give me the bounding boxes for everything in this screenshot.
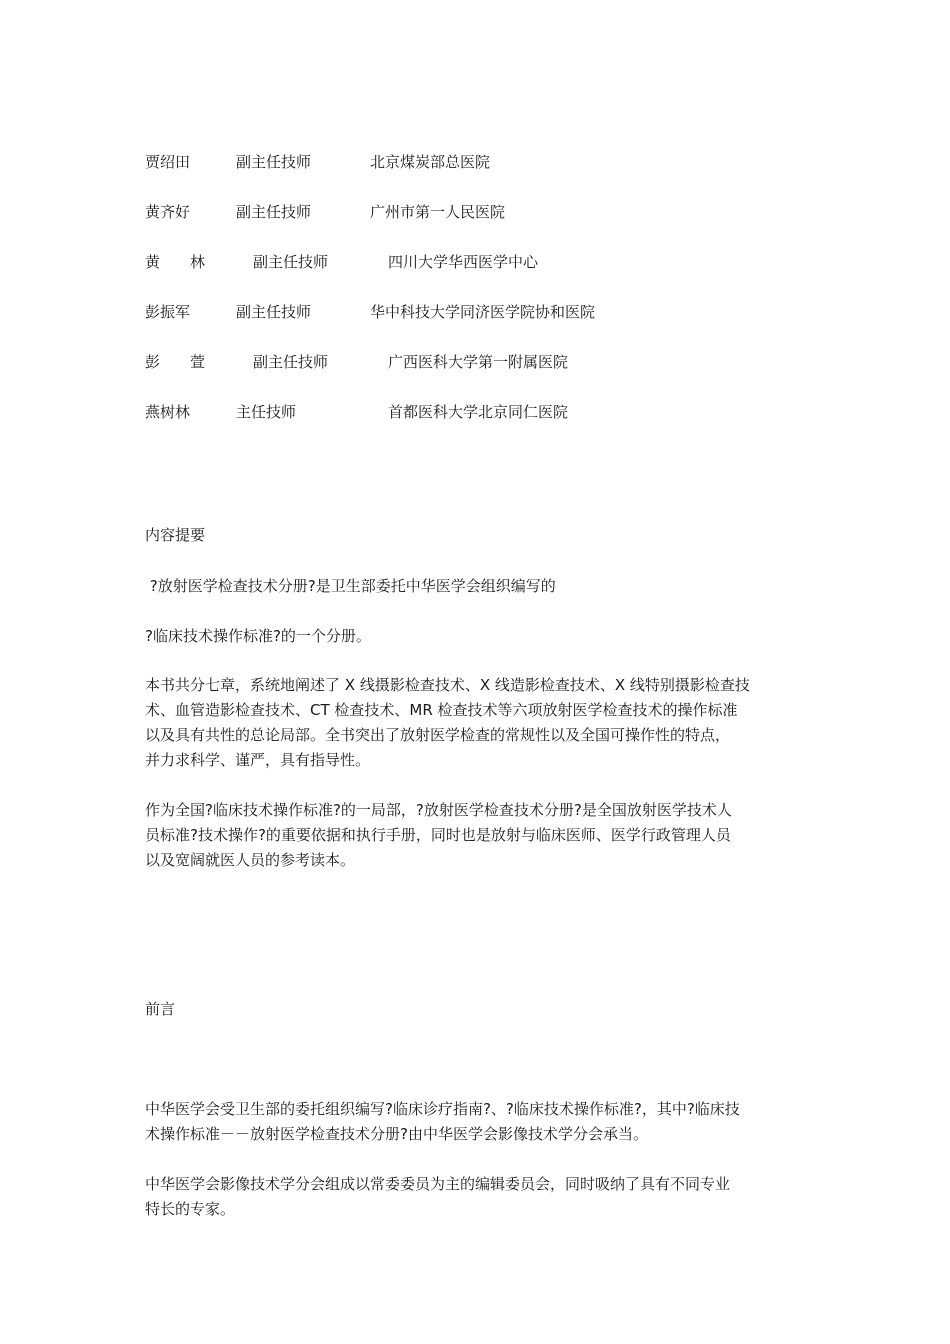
contributor-title: 副主任技师 bbox=[253, 253, 329, 271]
contributor-org: 广州市第一人民医院 bbox=[370, 203, 506, 221]
summary-line: ?放射医学检查技术分册?是卫生部委托中华医学会组织编写的 bbox=[145, 577, 556, 595]
summary-paragraph bbox=[145, 798, 809, 873]
contributor-row bbox=[145, 351, 569, 373]
contributor-org: 广西医科大学第一附属医院 bbox=[388, 353, 569, 371]
contributor-row bbox=[145, 401, 569, 423]
contributor-title: 副主任技师 bbox=[236, 303, 312, 321]
contributor-title: 主任技师 bbox=[236, 403, 297, 421]
paragraph-line: 术操作标准－－放射医学检查技术分册?由中华医学会影像技术学分会承当。 bbox=[145, 1125, 648, 1143]
contributor-name: 彭振军 bbox=[145, 303, 191, 321]
preface-heading: 前言 bbox=[145, 1000, 176, 1018]
contributor-row bbox=[145, 301, 596, 323]
paragraph-line: 员标准?技术操作?的重要依据和执行手册，同时也是放射与临床医师、医学行政管理人员 bbox=[145, 826, 731, 844]
contributor-row bbox=[145, 251, 539, 273]
contributor-org: 四川大学华西医学中心 bbox=[388, 253, 539, 271]
summary-line: ?临床技术操作标准?的一个分册。 bbox=[145, 627, 371, 645]
contributor-org: 华中科技大学同济医学院协和医院 bbox=[370, 303, 596, 321]
paragraph-line: 并力求科学、谨严，具有指导性。 bbox=[145, 751, 371, 769]
contributor-name: 黄 林 bbox=[145, 253, 206, 271]
contributor-row bbox=[145, 151, 491, 173]
preface-paragraph bbox=[145, 1097, 809, 1147]
contributor-title: 副主任技师 bbox=[253, 353, 329, 371]
paragraph-line: 特长的专家。 bbox=[145, 1200, 236, 1218]
contributor-name: 黄齐好 bbox=[145, 203, 191, 221]
contributor-name: 彭 萱 bbox=[145, 353, 206, 371]
contributor-org: 北京煤炭部总医院 bbox=[370, 153, 491, 171]
summary-paragraph bbox=[145, 673, 809, 773]
contributor-title: 副主任技师 bbox=[236, 153, 312, 171]
paragraph-line: 以及具有共性的总论局部。全书突出了放射医学检查的常规性以及全国可操作性的特点， bbox=[145, 726, 731, 744]
paragraph-line: 作为全国?临床技术操作标准?的一局部，?放射医学检查技术分册?是全国放射医学技术人 bbox=[145, 801, 732, 819]
paragraph-line: 中华医学会受卫生部的委托组织编写?临床诊疗指南?、?临床技术操作标准?，其中?临床技 bbox=[145, 1100, 740, 1118]
paragraph-line: 术、血管造影检查技术、CT 检查技术、MR 检查技术等六项放射医学检查技术的操作标准 bbox=[145, 701, 738, 719]
paragraph-line: 中华医学会影像技术学分会组成以常委委员为主的编辑委员会，同时吸纳了具有不同专业 bbox=[145, 1175, 731, 1193]
contributor-name: 燕树林 bbox=[145, 403, 191, 421]
contributor-org: 首都医科大学北京同仁医院 bbox=[388, 403, 569, 421]
contributor-title: 副主任技师 bbox=[236, 203, 312, 221]
paragraph-line: 以及宽阔就医人员的参考读本。 bbox=[145, 851, 356, 869]
preface-paragraph bbox=[145, 1172, 809, 1222]
contributor-name: 贾绍田 bbox=[145, 153, 191, 171]
contributor-row bbox=[145, 201, 506, 223]
summary-heading: 内容提要 bbox=[145, 526, 206, 544]
paragraph-line: 本书共分七章，系统地阐述了 X 线摄影检查技术、X 线造影检查技术、X 线特别摄影检查技 bbox=[145, 676, 750, 694]
